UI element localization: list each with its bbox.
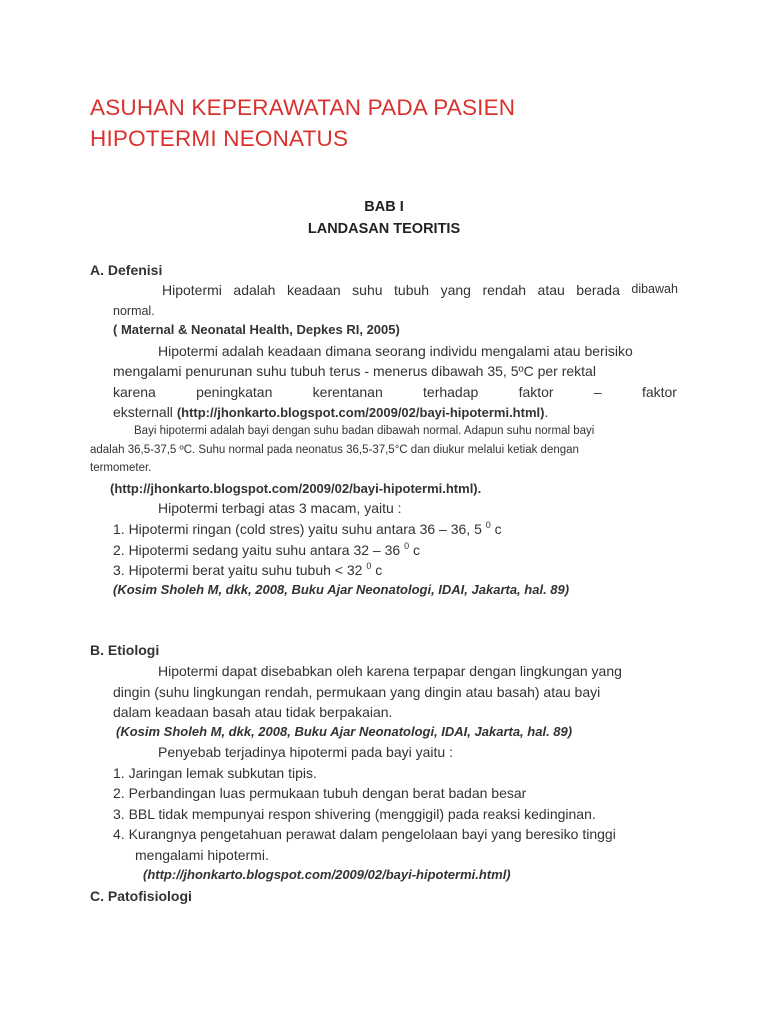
word: yang bbox=[440, 282, 471, 298]
chapter-name: LANDASAN TEORITIS bbox=[307, 221, 461, 237]
text: . bbox=[544, 404, 549, 420]
section-b-p1-line2: dingin (suhu lingkungan rendah, permukaan yang dingin atau basah) atau bayi bbox=[113, 684, 601, 700]
cause-item: 1. Jaringan lemak subkutan tipis. bbox=[113, 765, 317, 781]
type-item-2 bbox=[113, 541, 420, 558]
chapter-number: BAB I bbox=[364, 199, 404, 215]
section-c-heading: C. Patofisiologi bbox=[90, 888, 192, 904]
type-text: 1. Hipotermi ringan (cold stres) yaitu suhu antara 36 – 36, 5 bbox=[113, 521, 482, 537]
title-line-2: HIPOTERMI NEONATUS bbox=[90, 126, 349, 151]
types-intro: Hipotermi terbagi atas 3 macam, yaitu : bbox=[158, 500, 402, 516]
word: peningkatan bbox=[196, 384, 273, 400]
document-title bbox=[90, 92, 690, 154]
word: faktor bbox=[518, 384, 554, 400]
section-b-p1-line3: dalam keadaan basah atau tidak berpakaian. bbox=[113, 704, 393, 720]
type-item-1 bbox=[113, 520, 502, 537]
type-item-3 bbox=[113, 561, 382, 578]
section-b-ref2[interactable]: (http://jhonkarto.blogspot.com/2009/02/bayi-hipotermi.html) bbox=[143, 867, 511, 882]
section-a-p1-line1 bbox=[162, 282, 678, 298]
section-a-ref1: ( Maternal & Neonatal Health, Depkes RI, 2005) bbox=[113, 322, 400, 337]
text: eksternall bbox=[113, 404, 177, 420]
section-a-p3-line3: termometer. bbox=[90, 462, 152, 474]
word: rendah bbox=[482, 282, 527, 298]
section-a-p2-line3 bbox=[113, 384, 677, 400]
word: berada bbox=[576, 282, 620, 298]
word: tubuh bbox=[394, 282, 430, 298]
type-text: 3. Hipotermi berat yaitu suhu tubuh < 32 bbox=[113, 562, 363, 578]
degree-sup: 0 bbox=[366, 561, 372, 571]
section-b-p1-line1: Hipotermi dapat disebabkan oleh karena terpapar dengan lingkungan yang bbox=[158, 663, 622, 679]
word: suhu bbox=[352, 282, 383, 298]
section-a-p2-line4 bbox=[113, 404, 548, 420]
section-a-p2-line1: Hipotermi adalah keadaan dimana seorang individu mengalami atau berisiko bbox=[158, 343, 633, 359]
cause-item-4-cont: mengalami hipotermi. bbox=[135, 847, 269, 863]
word: Hipotermi bbox=[162, 282, 222, 298]
section-a-ref3: (Kosim Sholeh M, dkk, 2008, Buku Ajar Neonatologi, IDAI, Jakarta, hal. 89) bbox=[113, 582, 570, 597]
word: keadaan bbox=[286, 282, 341, 298]
section-a-heading: A. Defenisi bbox=[90, 262, 163, 278]
section-a-ref2[interactable]: (http://jhonkarto.blogspot.com/2009/02/bayi-hipotermi.html). bbox=[110, 481, 482, 496]
title-line-1: ASUHAN KEPERAWATAN PADA PASIEN bbox=[90, 95, 516, 120]
type-text: 2. Hipotermi sedang yaitu suhu antara 32 – 36 bbox=[113, 542, 401, 558]
section-b-heading: B. Etiologi bbox=[90, 642, 160, 658]
unit: c bbox=[412, 542, 420, 558]
source-link[interactable]: (http://jhonkarto.blogspot.com/2009/02/bayi-hipotermi.html) bbox=[176, 405, 545, 420]
degree-sup: 0 bbox=[485, 520, 491, 530]
section-a-p1-line2: normal. bbox=[113, 304, 155, 318]
degree-sup: 0 bbox=[404, 541, 410, 551]
word: atau bbox=[537, 282, 565, 298]
word: dibawah bbox=[631, 282, 678, 296]
section-b-ref1: (Kosim Sholeh M, dkk, 2008, Buku Ajar Neonatologi, IDAI, Jakarta, hal. 89) bbox=[116, 724, 573, 739]
cause-item: 4. Kurangnya pengetahuan perawat dalam pengelolaan bayi yang beresiko tinggi bbox=[113, 826, 616, 842]
cause-item: 3. BBL tidak mempunyai respon shivering (menggigil) pada reaksi kedinginan. bbox=[113, 806, 596, 822]
causes-intro: Penyebab terjadinya hipotermi pada bayi yaitu : bbox=[158, 744, 453, 760]
section-a-p2-line2: mengalami penurunan suhu tubuh terus - menerus dibawah 35, 5ºC per rektal bbox=[113, 363, 596, 379]
word: karena bbox=[113, 384, 156, 400]
word: terhadap bbox=[423, 384, 479, 400]
unit: c bbox=[494, 521, 502, 537]
word: adalah bbox=[233, 282, 276, 298]
unit: c bbox=[375, 562, 383, 578]
cause-item: 2. Perbandingan luas permukaan tubuh dengan berat badan besar bbox=[113, 785, 527, 801]
word: kerentanan bbox=[312, 384, 383, 400]
word: – bbox=[593, 384, 602, 400]
word: faktor bbox=[641, 384, 677, 400]
section-a-p3-line1: Bayi hipotermi adalah bayi dengan suhu badan dibawah normal. Adapun suhu normal bayi bbox=[134, 425, 595, 437]
section-a-p3-line2: adalah 36,5-37,5 ºC. Suhu normal pada neonatus 36,5-37,5°C dan diukur melalui ketiak dengan bbox=[90, 444, 579, 456]
